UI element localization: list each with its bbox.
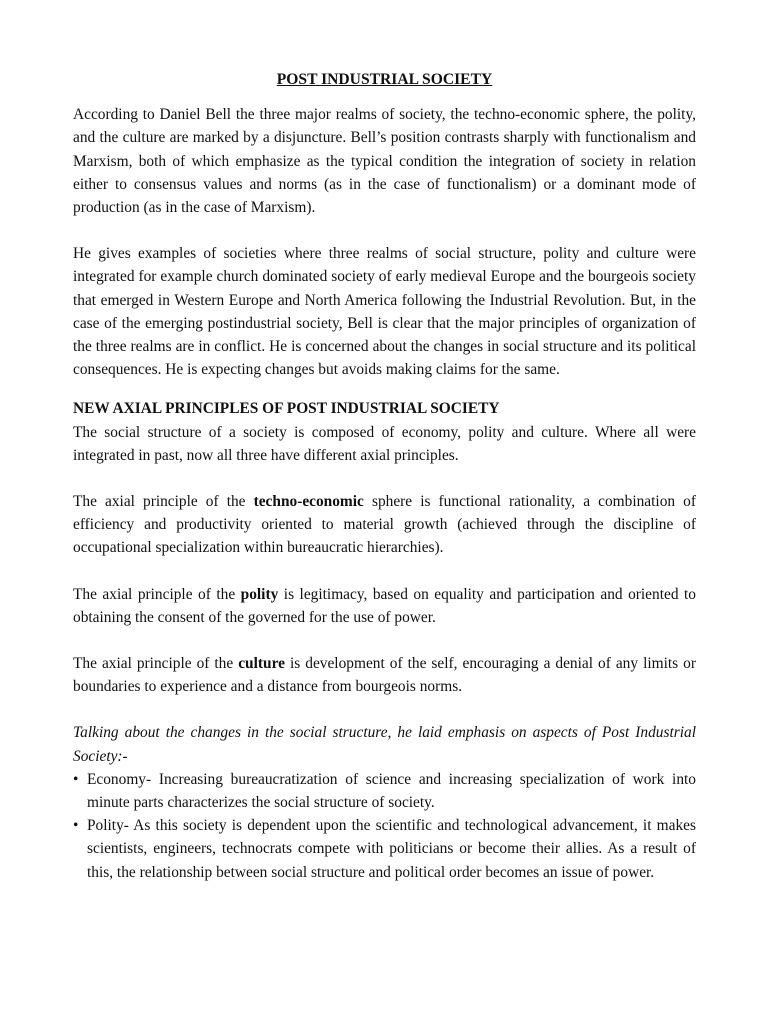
paragraph-social-structure: The social structure of a society is composed of economy, polity and culture. Where all were integrated in past, now all three have different axial principles.: [73, 423, 696, 464]
bullet-icon: •: [73, 770, 79, 788]
polity-after: is legitimacy, based on equality and participation and oriented to obtaining the consent of the governed for the use of power.: [73, 585, 696, 626]
list-item: [73, 814, 696, 884]
document-title: POST INDUSTRIAL SOCIETY: [276, 71, 493, 88]
techno-after: sphere is functional rationality, a combination of efficiency and productivity oriented to material growth (achieved through the discipline of occupational specialization within bureaucratic hierarchies).: [73, 493, 696, 557]
bullet-icon: •: [73, 817, 79, 835]
paragraph-techno-economic: [73, 490, 696, 560]
paragraph-integrated-societies: He gives examples of societies where three realms of social structure, polity and culture were integrated for example church dominated society of early medieval Europe and the bourgeois society that emerged in Western Europe and North America following the Industrial Revolution. But, in the case of the emerging postindustrial society, Bell is clear that the major principles of organization of the three realms are in conflict. He is concerned about the changes in social structure and its political consequences. He is expecting changes but avoids making claims for the same.: [73, 245, 696, 379]
culture-after: is development of the self, encouraging a denial of any limits or boundaries to experience and a distance from bourgeois norms.: [73, 655, 696, 696]
paragraph-culture: [73, 652, 696, 698]
culture-before: The axial principle of the: [73, 655, 239, 673]
polity-bold: polity: [240, 585, 279, 603]
list-item-text: Economy- Increasing bureaucratization of science and increasing specialization of work into minute parts characterizes the social structure of society.: [87, 770, 696, 812]
bullet-list: [73, 768, 696, 884]
culture-bold: culture: [238, 655, 285, 673]
italic-intro: Talking about the changes in the social structure, he laid emphasis on aspects of Post Industrial Society:-: [73, 724, 696, 765]
techno-before: The axial principle of the: [73, 493, 254, 511]
techno-bold: techno-economic: [253, 493, 364, 511]
document-page: [73, 68, 696, 884]
list-item: [73, 768, 696, 814]
list-item-text: Polity- As this society is dependent upon the scientific and technological advancement, it makes scientists, engineers, technocrats compete with politicians or become their allies. As a result of this, the relationship between social structure and political order becomes an issue of power.: [87, 817, 696, 881]
section-heading: NEW AXIAL PRINCIPLES OF POST INDUSTRIAL SOCIETY: [73, 400, 500, 418]
paragraph-polity: [73, 583, 696, 629]
polity-before: The axial principle of the: [73, 585, 241, 603]
paragraph-bell-disjuncture: According to Daniel Bell the three major realms of society, the techno-economic sphere, the polity, and the culture are marked by a disjuncture. Bell’s position contrasts sharply with functionalism and Marxism, both of which emphasize as the typical condition the integration of society in relation either to consensus values and norms (as in the case of functionalism) or a dominant mode of production (as in the case of Marxism).: [73, 106, 696, 217]
